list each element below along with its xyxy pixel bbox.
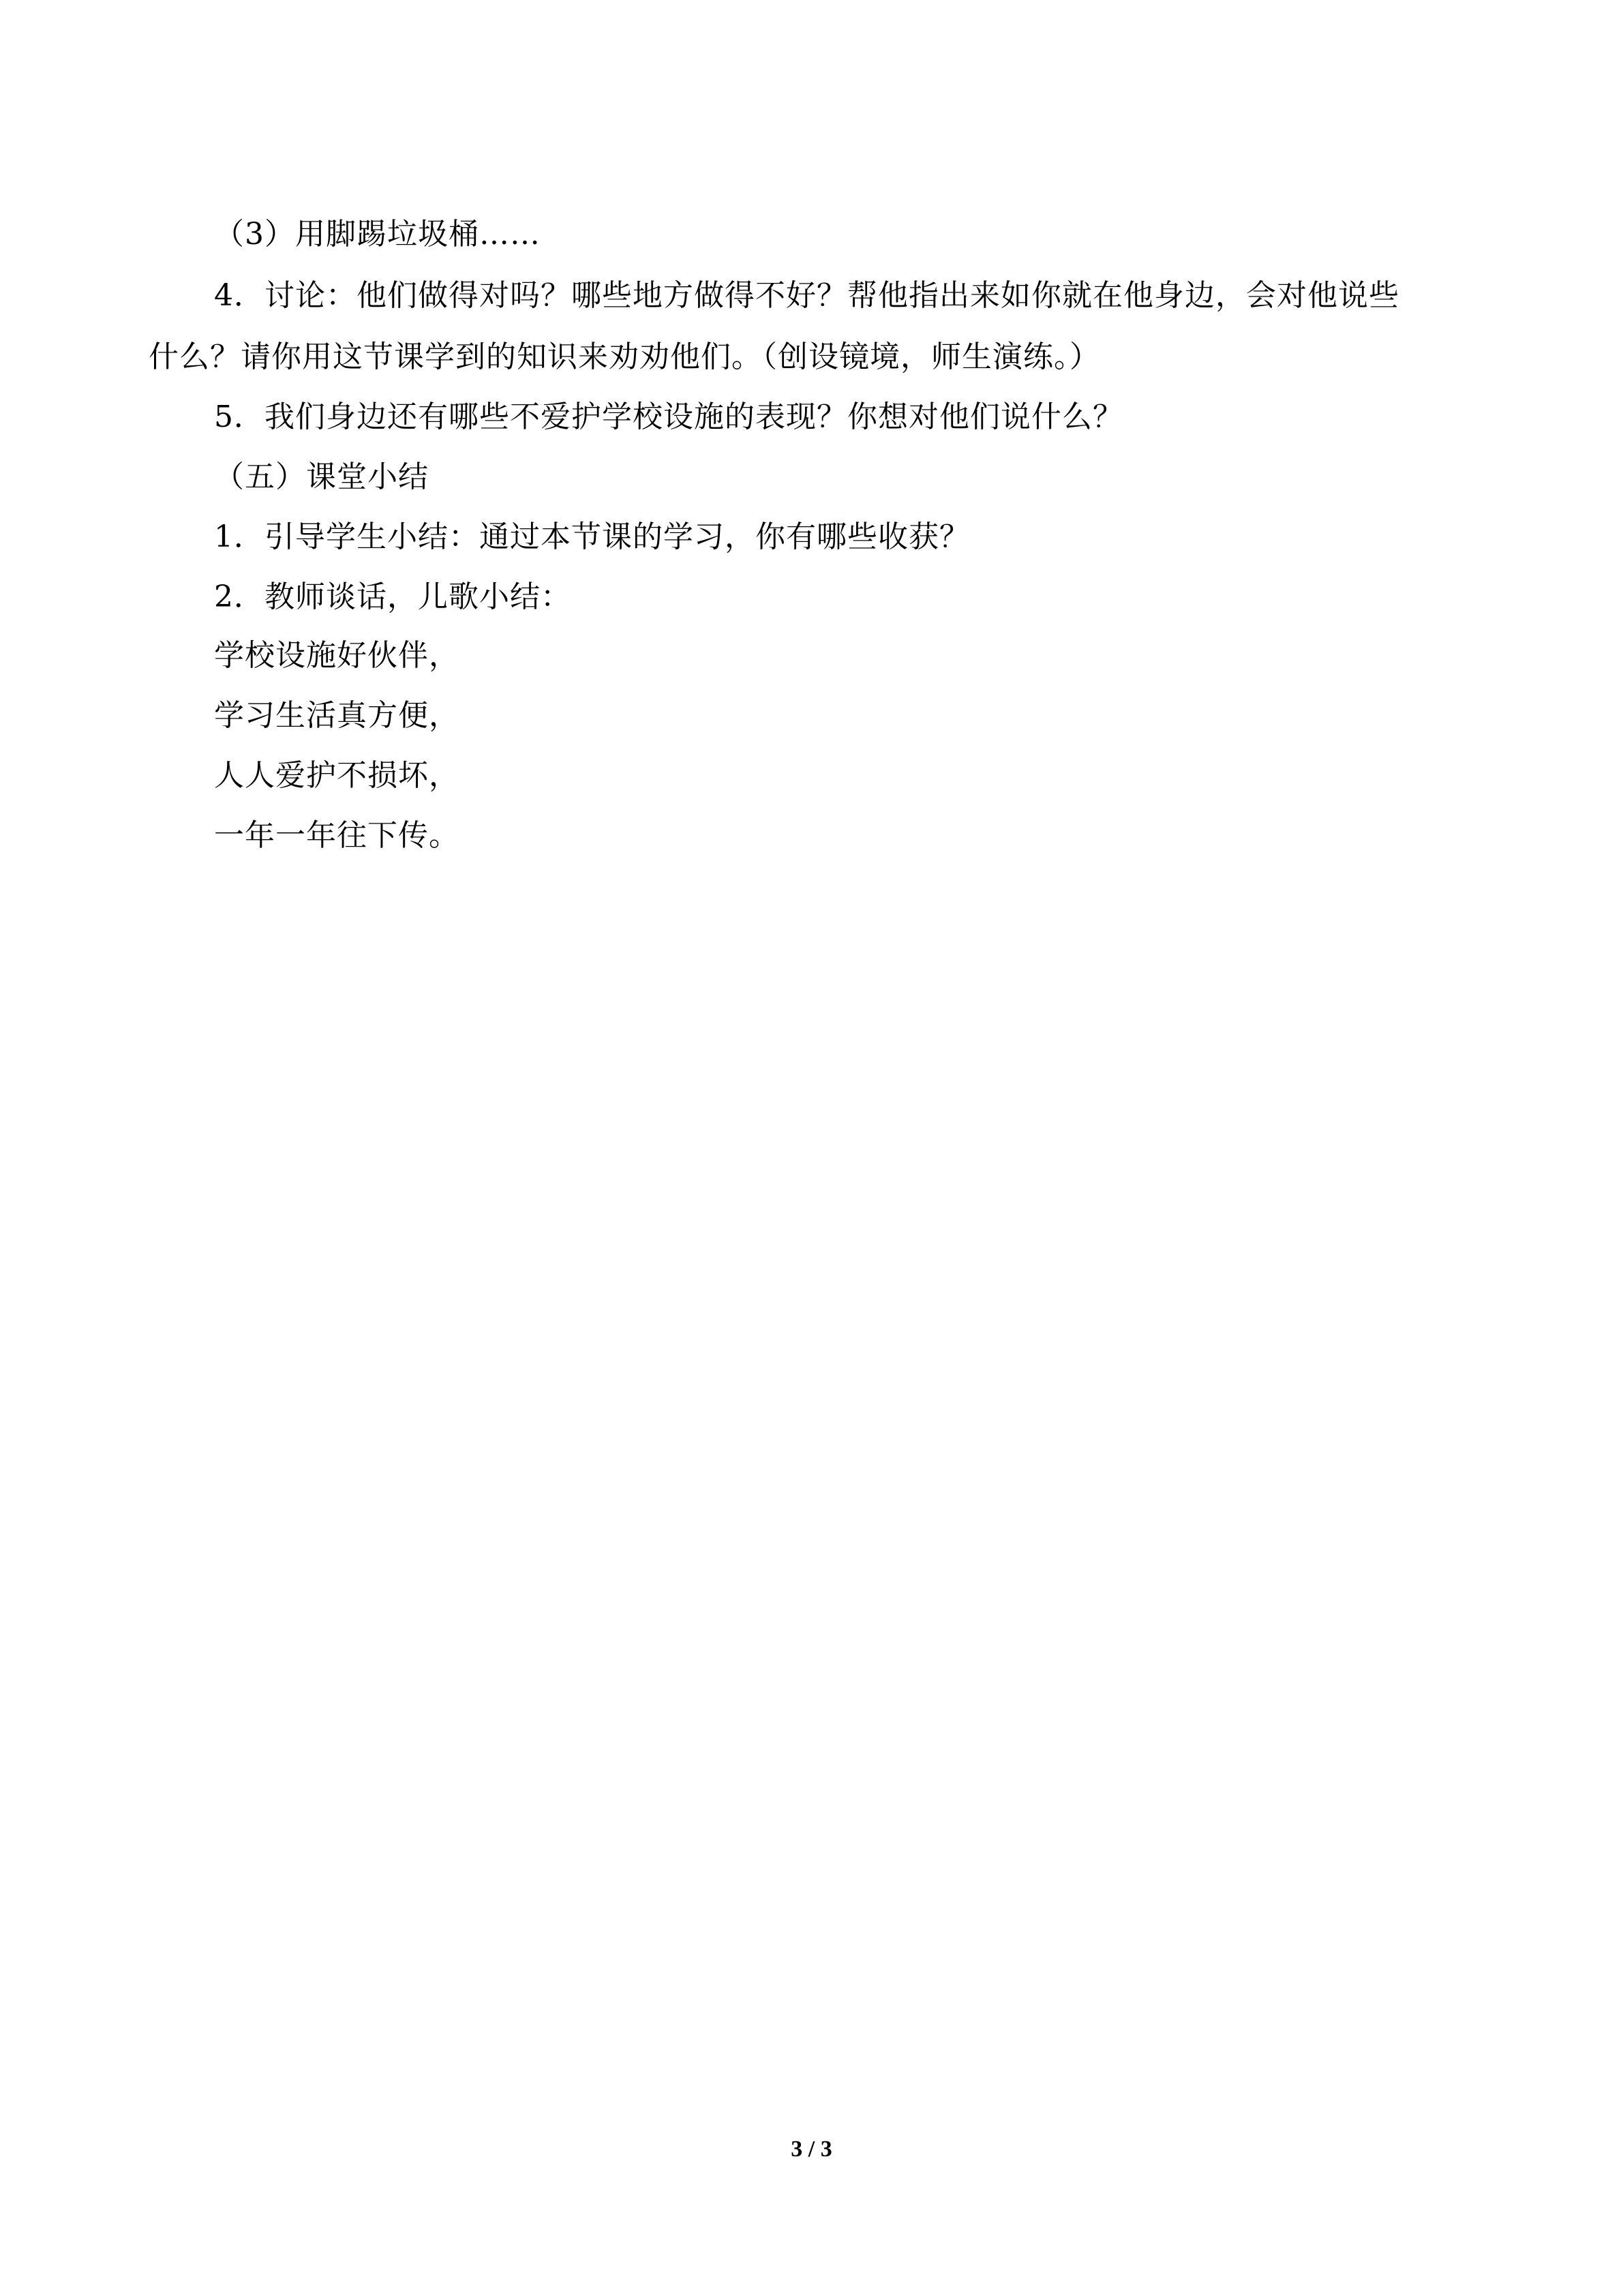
rhyme-line-2: 学习生活真方便， bbox=[214, 698, 459, 733]
paragraph-summary-2: 2．教师谈话，儿歌小结： bbox=[214, 579, 571, 614]
paragraph-summary-1: 1．引导学生小结：通过本节课的学习，你有哪些收获？ bbox=[214, 519, 970, 554]
paragraph-discussion-continued: 什么？请你用这节课学到的知识来劝劝他们。（创设镜境，师生演练。） bbox=[149, 339, 1100, 374]
rhyme-line-1: 学校设施好伙伴， bbox=[214, 638, 459, 673]
paragraph-item-3: （3）用脚踢垃圾桶…… bbox=[214, 217, 541, 252]
rhyme-line-3: 人人爱护不损坏， bbox=[214, 758, 459, 793]
section-heading-summary: （五）课堂小结 bbox=[214, 459, 429, 494]
rhyme-line-4: 一年一年往下传。 bbox=[214, 818, 459, 853]
page-number: 3 / 3 bbox=[791, 2136, 832, 2162]
paragraph-question-5: 5．我们身边还有哪些不爱护学校设施的表现？你想对他们说什么？ bbox=[214, 399, 1123, 434]
paragraph-discussion: 4．讨论：他们做得对吗？哪些地方做得不好？帮他指出来如你就在他身边，会对他说些 bbox=[214, 278, 1399, 313]
